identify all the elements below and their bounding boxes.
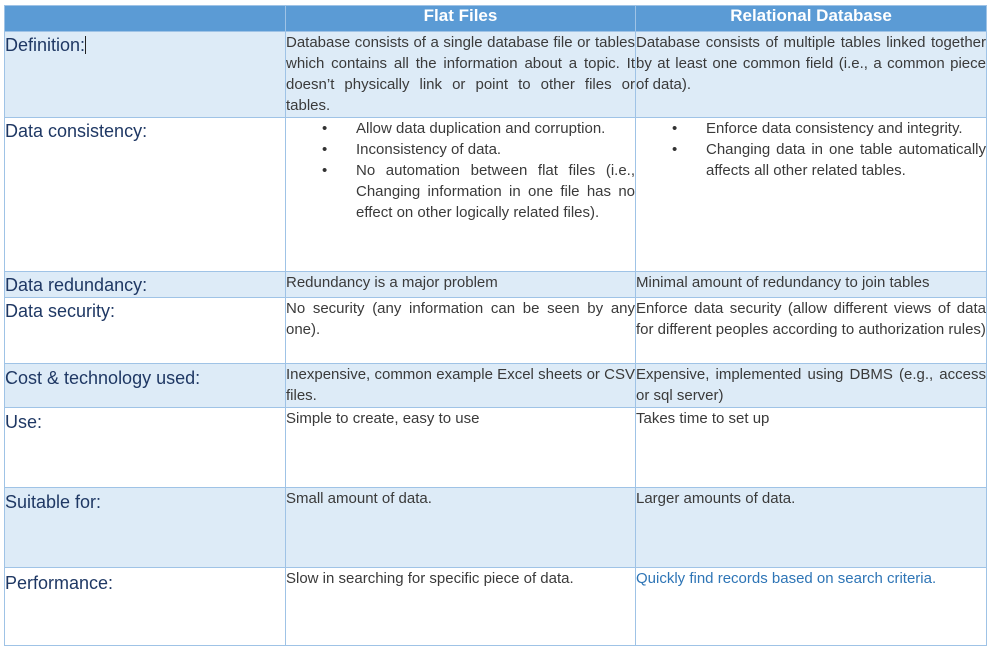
relational-bullet-list: [636, 118, 986, 181]
flat-cell[interactable]: Database consists of a single database file or tables which contains all the information about a topic. It doesn’t physically link or point to other files or tables.: [286, 32, 636, 118]
relational-cell[interactable]: Enforce data security (allow different views of data for different peoples according to authorization rules): [636, 298, 987, 364]
flat-cell[interactable]: Slow in searching for specific piece of data.: [286, 568, 636, 646]
row-performance: [5, 568, 987, 646]
header-relational-database: Relational Database: [636, 6, 987, 32]
relational-cell[interactable]: Minimal amount of redundancy to join tables: [636, 272, 987, 298]
row-definition: [5, 32, 987, 118]
header-row: [5, 6, 987, 32]
comparison-table: [4, 5, 987, 646]
flat-bullet-list: [286, 118, 635, 223]
list-item: • Inconsistency of data.: [356, 139, 635, 160]
relational-cell[interactable]: Expensive, implemented using DBMS (e.g., access or sql server): [636, 364, 987, 408]
row-suitable-for: [5, 488, 987, 568]
row-label[interactable]: Suitable for:: [5, 488, 286, 568]
row-use: [5, 408, 987, 488]
relational-cell[interactable]: Larger amounts of data.: [636, 488, 987, 568]
list-item: • Allow data duplication and corruption.: [356, 118, 635, 139]
relational-cell[interactable]: [636, 118, 987, 272]
row-data-redundancy: [5, 272, 987, 298]
flat-cell[interactable]: Inexpensive, common example Excel sheets or CSV files.: [286, 364, 636, 408]
header-flat-files: Flat Files: [286, 6, 636, 32]
row-label[interactable]: Data consistency:: [5, 118, 286, 272]
list-item: • Changing data in one table automatically affects all other related tables.: [706, 139, 986, 181]
relational-cell[interactable]: [636, 568, 987, 646]
relational-cell[interactable]: Takes time to set up: [636, 408, 987, 488]
flat-cell[interactable]: Simple to create, easy to use: [286, 408, 636, 488]
row-data-consistency: [5, 118, 987, 272]
row-data-security: [5, 298, 987, 364]
row-label-text: Definition:: [5, 35, 86, 55]
row-cost-technology: [5, 364, 987, 408]
list-item: • Enforce data consistency and integrity.: [706, 118, 986, 139]
flat-cell[interactable]: Redundancy is a major problem: [286, 272, 636, 298]
flat-cell[interactable]: No security (any information can be seen by any one).: [286, 298, 636, 364]
row-label[interactable]: Cost & technology used:: [5, 364, 286, 408]
relational-cell[interactable]: Database consists of multiple tables linked together by at least one common field (i.e., a common piece of data).: [636, 32, 987, 118]
list-item: • No automation between flat files (i.e., Changing information in one file has no effect on other logically related files).: [356, 160, 635, 223]
row-label[interactable]: Performance:: [5, 568, 286, 646]
relational-text: Quickly find records based on search criteria.: [636, 570, 937, 587]
flat-cell[interactable]: Small amount of data.: [286, 488, 636, 568]
row-label[interactable]: [5, 32, 286, 118]
flat-cell[interactable]: [286, 118, 636, 272]
row-label[interactable]: Use:: [5, 408, 286, 488]
row-label[interactable]: Data redundancy:: [5, 272, 286, 298]
text-cursor: [85, 36, 86, 54]
row-label[interactable]: Data security:: [5, 298, 286, 364]
header-empty-cell: [5, 6, 286, 32]
